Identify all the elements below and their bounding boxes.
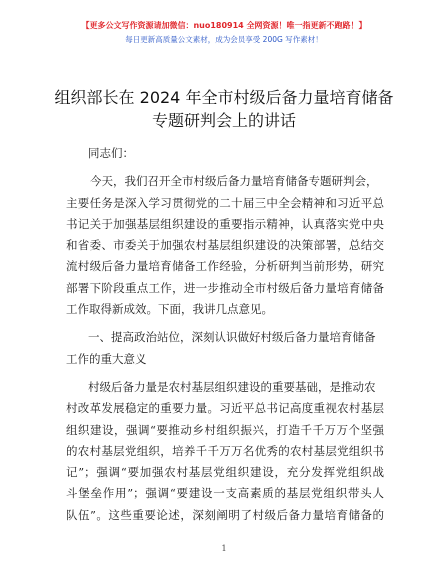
paragraph-line: 斗堡垒作用”；强调“要建设一支高素质的基层党组织带头人 bbox=[66, 486, 384, 501]
paragraph-line: 今天，我们召开全市村级后备力量培育储备专题研判会， bbox=[90, 174, 378, 189]
page-number: 1 bbox=[221, 544, 227, 553]
section-heading-1 bbox=[66, 327, 384, 370]
paragraph-intro bbox=[66, 171, 384, 320]
salutation: 同志们： bbox=[88, 146, 134, 160]
paragraph-line: 书记关于加强基层组织建设的重要指示精神，认真落实党中央 bbox=[66, 216, 384, 231]
document-title-line1: 组织部长在 2024 年全市村级后备力量培育储备 bbox=[54, 88, 394, 107]
paragraph-line: 记”；强调“要加强农村基层党组织建设，充分发挥党组织战 bbox=[66, 465, 384, 480]
document-body bbox=[66, 143, 384, 526]
paragraph-line: 流村级后备力量培育储备工作经验，分析研判当前形势，研究 bbox=[66, 259, 384, 274]
paragraph-line: 村改革发展稳定的重要力量。习近平总书记高度重视农村基层 bbox=[66, 401, 384, 416]
paragraph-line: 部署下阶段重点工作，进一步推动全市村级后备力量培育储备 bbox=[66, 280, 384, 295]
heading-line: 一、提高政治站位，深刻认识做好村级后备力量培育储备 bbox=[88, 330, 376, 345]
paragraph-line: 组织建设，强调“要推动乡村组织振兴，打造千千万万个坚强 bbox=[66, 422, 384, 437]
paragraph-line: 和省委、市委关于加强农村基层组织建设的决策部署，总结交 bbox=[66, 238, 384, 253]
paragraph-line: 队伍”。这些重要论述，深刻阐明了村级后备力量培育储备的 bbox=[66, 507, 384, 522]
paragraph-line: 主要任务是深入学习贯彻党的二十届三中全会精神和习近平总 bbox=[66, 195, 384, 210]
heading-line: 工作的重大意义 bbox=[66, 351, 147, 366]
promo-banner-line1: 【更多公文写作资源请加微信：nuo180914 全网资源！唯一指更新不跑路！】 bbox=[81, 21, 367, 30]
paragraph-line: 的农村基层党组织，培养千千万万名优秀的农村基层党组织书 bbox=[66, 443, 384, 458]
document-title-line2: 专题研判会上的讲话 bbox=[151, 111, 296, 130]
paragraph-line: 村级后备力量是农村基层组织建设的重要基础，是推动农 bbox=[88, 379, 376, 394]
promo-banner-line2: 每日更新高质量公文素材，成为会员享受 200G 写作素材！ bbox=[125, 35, 323, 44]
paragraph-line: 工作取得新成效。下面，我讲几点意见。 bbox=[66, 302, 273, 317]
paragraph-significance bbox=[66, 377, 384, 526]
